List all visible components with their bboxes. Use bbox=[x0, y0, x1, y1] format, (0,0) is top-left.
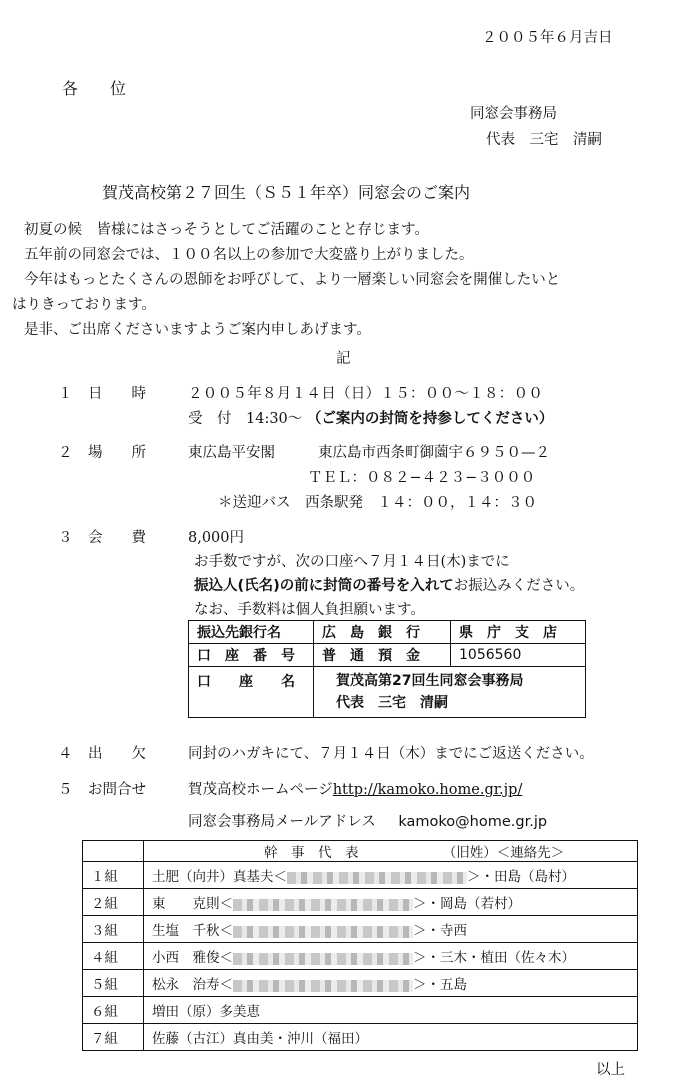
organizer-name: 東 克則＜ bbox=[152, 896, 233, 912]
organizer-cell bbox=[144, 916, 638, 943]
bank-row bbox=[189, 667, 586, 718]
item-5-label: お問合せ bbox=[88, 782, 146, 798]
group-cell: ７組 bbox=[83, 1024, 144, 1051]
bank-cell: 振込先銀行名 bbox=[189, 621, 314, 644]
bank-cell: 県 庁 支 店 bbox=[451, 621, 586, 644]
bank-holder-cell bbox=[314, 667, 586, 718]
item-1-number: １ bbox=[58, 386, 73, 402]
redacted-contact bbox=[287, 872, 467, 884]
organizer-name: 小西 雅俊＜ bbox=[152, 950, 233, 966]
document-title: 賀茂高校第２７回生（Ｓ５１年卒）同窓会のご案内 bbox=[102, 183, 471, 202]
fee-amount: 8,000円 bbox=[188, 530, 245, 546]
group-cell: １組 bbox=[83, 862, 144, 889]
table-header-empty bbox=[83, 841, 144, 862]
fee-note-2-rest: お振込みください。 bbox=[453, 578, 585, 594]
organizer-cell bbox=[144, 943, 638, 970]
organizer-table bbox=[82, 840, 638, 1051]
bank-row bbox=[189, 621, 586, 644]
homepage-line bbox=[188, 778, 522, 799]
item-2-number: ２ bbox=[58, 445, 73, 461]
bank-cell: 口 座 名 bbox=[189, 667, 314, 718]
item-1-label: 日 時 bbox=[88, 386, 146, 402]
venue-tel: ＴＥＬ：０８２−４２３−３０００ bbox=[308, 470, 536, 486]
group-cell: ６組 bbox=[83, 997, 144, 1024]
item-5-number: ５ bbox=[58, 782, 73, 798]
item-3-label: 会 費 bbox=[88, 530, 146, 546]
sender-office: 同窓会事務局 bbox=[470, 106, 557, 122]
bank-holder-line-1: 賀茂高第27回生同窓会事務局 bbox=[336, 673, 524, 689]
homepage-label: 賀茂高校ホームページ bbox=[188, 782, 333, 798]
ki-heading: 記 bbox=[336, 351, 351, 367]
group-cell: ２組 bbox=[83, 889, 144, 916]
item-3-number: ３ bbox=[58, 530, 73, 546]
organizer-cell: 増田（原）多美恵 bbox=[144, 997, 638, 1024]
redacted-contact bbox=[233, 899, 413, 911]
redacted-contact bbox=[233, 953, 413, 965]
fee-note-2-bold: 振込人(氏名)の前に封筒の番号を入れて bbox=[194, 578, 454, 594]
organizer-others: ＞・寺西 bbox=[413, 923, 467, 939]
body-line-5: 是非、ご出席くださいますようご案内申しあげます。 bbox=[24, 322, 371, 338]
email-line bbox=[188, 810, 547, 831]
table-row bbox=[83, 997, 638, 1024]
body-line-1: 初夏の候 皆様にはさっそうとしてご活躍のことと存じます。 bbox=[24, 222, 429, 238]
organizer-others: ＞・五島 bbox=[413, 977, 467, 993]
group-cell: ４組 bbox=[83, 943, 144, 970]
bank-account-table bbox=[188, 620, 586, 718]
organizer-others: ＞・三木・植田（佐々木） bbox=[413, 950, 575, 966]
bank-holder-line-2: 代表 三宅 清嗣 bbox=[336, 695, 448, 711]
organizer-name: 土肥（向井）真基夫＜ bbox=[152, 869, 287, 885]
organizer-others: ＞・田島（島村） bbox=[467, 869, 575, 885]
redacted-contact bbox=[233, 980, 413, 992]
document-date: ２００５年６月吉日 bbox=[482, 30, 613, 46]
table-row bbox=[83, 889, 638, 916]
reception-note: （ご案内の封筒を持参してください） bbox=[306, 411, 554, 427]
bank-cell: 口 座 番 号 bbox=[189, 644, 314, 667]
table-row bbox=[83, 970, 638, 997]
organizer-cell bbox=[144, 889, 638, 916]
fee-note-3: なお、手数料は個人負担願います。 bbox=[194, 602, 425, 618]
bank-cell: 普 通 預 金 bbox=[314, 644, 451, 667]
item-2-label: 場 所 bbox=[88, 445, 146, 461]
organizer-cell bbox=[144, 970, 638, 997]
email-label: 同窓会事務局メールアドレス bbox=[188, 814, 376, 830]
closing-mark: 以上 bbox=[596, 1062, 625, 1078]
table-row bbox=[83, 841, 638, 862]
sender-representative: 代表 三宅 清嗣 bbox=[486, 132, 602, 148]
bank-row bbox=[189, 644, 586, 667]
body-line-4: はりきっております。 bbox=[12, 297, 156, 313]
group-cell: ３組 bbox=[83, 916, 144, 943]
body-line-2: 五年前の同窓会では、１００名以上の参加で大変盛り上がりました。 bbox=[24, 247, 474, 263]
organizer-cell bbox=[144, 862, 638, 889]
fee-note-2 bbox=[194, 574, 584, 595]
redacted-contact bbox=[233, 926, 413, 938]
organizer-name: 松永 治寿＜ bbox=[152, 977, 233, 993]
bank-cell: 広 島 銀 行 bbox=[314, 621, 451, 644]
table-row bbox=[83, 943, 638, 970]
attendance-text: 同封のハガキにて、７月１４日（木）までにご返送ください。 bbox=[188, 746, 594, 762]
venue-address: 東広島市西条町御薗宇６９５０—２ bbox=[318, 445, 550, 461]
item-4-label: 出 欠 bbox=[88, 746, 146, 762]
reception-time bbox=[188, 407, 553, 428]
reception-time-text: 受 付 14:30〜 bbox=[188, 411, 303, 427]
table-header-note: （旧姓）＜連絡先＞ bbox=[442, 845, 565, 861]
addressee: 各 位 bbox=[62, 79, 127, 98]
item-4-number: ４ bbox=[58, 746, 73, 762]
organizer-cell: 佐藤（古江）真由美・沖川（福田） bbox=[144, 1024, 638, 1051]
bank-account-number: 1056560 bbox=[451, 644, 586, 667]
table-row bbox=[83, 862, 638, 889]
organizer-name: 生塩 千秋＜ bbox=[152, 923, 233, 939]
table-header-main: 幹 事 代 表 bbox=[264, 845, 359, 861]
homepage-link[interactable]: http://kamoko.home.gr.jp/ bbox=[332, 782, 523, 798]
table-row bbox=[83, 916, 638, 943]
body-line-3: 今年はもっとたくさんの恩師をお呼びして、より一層楽しい同窓会を開催したいと bbox=[24, 272, 561, 288]
shuttle-bus: ＊送迎バス 西条駅発 １４：００，１４：３０ bbox=[218, 495, 537, 511]
organizer-others: ＞・岡島（若村） bbox=[413, 896, 521, 912]
venue-name: 東広島平安閣 bbox=[188, 445, 275, 461]
table-row bbox=[83, 1024, 638, 1051]
email-address[interactable]: kamoko@home.gr.jp bbox=[398, 814, 548, 830]
table-header bbox=[144, 841, 638, 862]
fee-note-1: お手数ですが、次の口座へ７月１４日(木)までに bbox=[194, 554, 510, 570]
group-cell: ５組 bbox=[83, 970, 144, 997]
event-datetime: ２００５年８月１４日（日）１５：００〜１８：００ bbox=[188, 386, 544, 402]
